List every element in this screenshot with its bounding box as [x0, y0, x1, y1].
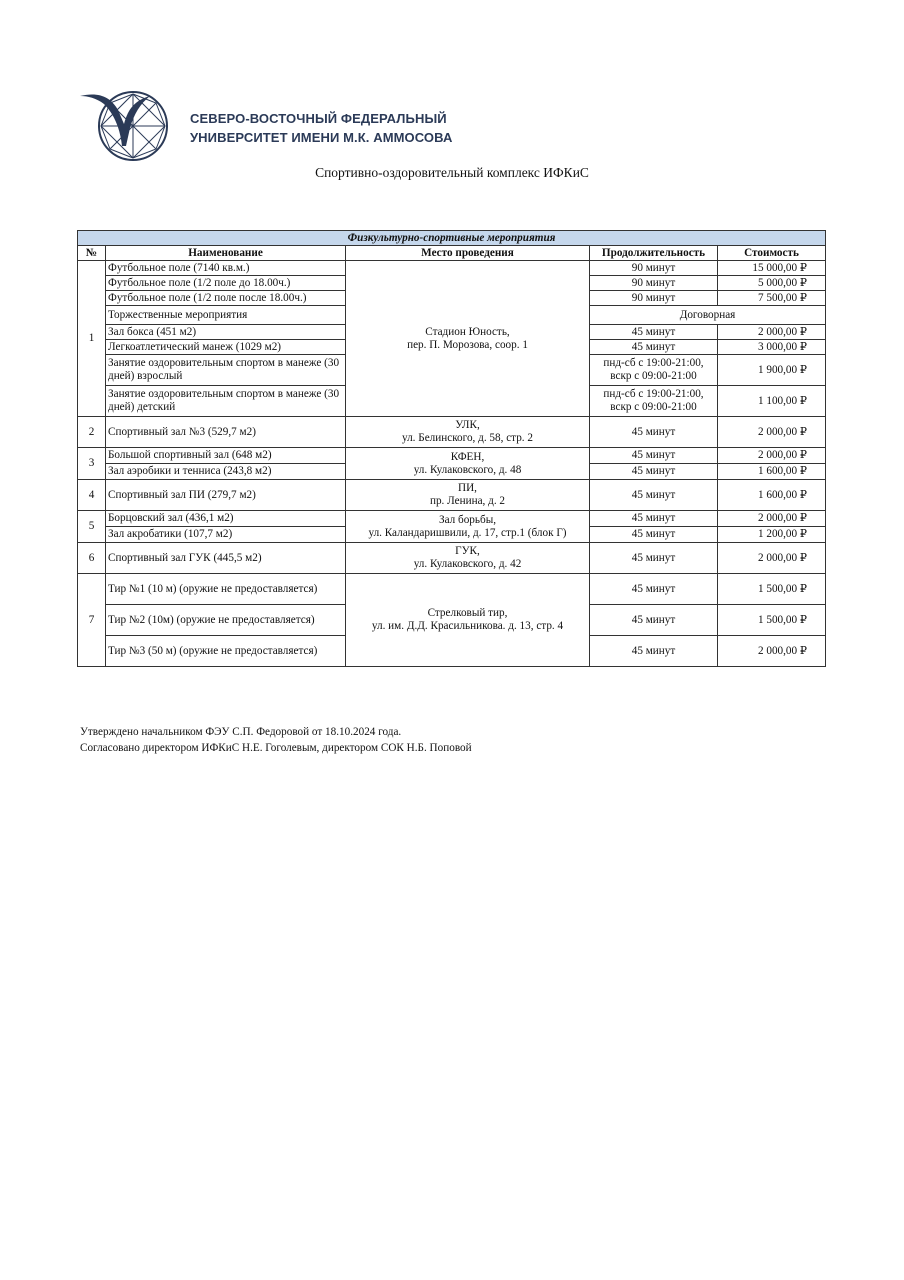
- table-row: [78, 574, 826, 605]
- table-caption: Физкультурно-спортивные мероприятия: [78, 231, 826, 246]
- table-row: [78, 448, 826, 464]
- service-name: Легкоатлетический манеж (1029 м2): [106, 340, 346, 355]
- column-header-name: Наименование: [106, 246, 346, 261]
- duration-cell: 45 минут: [590, 480, 718, 511]
- duration-cell: 45 минут: [590, 511, 718, 527]
- price-cell: 1 500,00 ₽: [718, 605, 826, 636]
- price-cell: 5 000,00 ₽: [718, 276, 826, 291]
- price-cell: 2 000,00 ₽: [718, 417, 826, 448]
- column-header-number: №: [78, 246, 106, 261]
- price-cell: 2 000,00 ₽: [718, 543, 826, 574]
- row-number: 7: [78, 574, 106, 667]
- service-name: Спортивный зал №3 (529,7 м2): [106, 417, 346, 448]
- duration-cell: 45 минут: [590, 464, 718, 480]
- venue-address: пер. П. Морозова, соор. 1: [407, 338, 528, 351]
- column-header-duration: Продолжительность: [590, 246, 718, 261]
- duration-cell: пнд-сб с 19:00-21:00, вскр с 09:00-21:00: [590, 386, 718, 417]
- venue-address: ул. Кулаковского, д. 48: [413, 463, 522, 476]
- service-name: Тир №1 (10 м) (оружие не предоставляется): [106, 574, 346, 605]
- venue-cell: [346, 511, 590, 543]
- price-cell: 2 000,00 ₽: [718, 325, 826, 340]
- organization-name: [190, 109, 452, 147]
- price-cell: 3 000,00 ₽: [718, 340, 826, 355]
- row-number: 2: [78, 417, 106, 448]
- row-number: 5: [78, 511, 106, 543]
- row-number: 1: [78, 261, 106, 417]
- service-name: Зал бокса (451 м2): [106, 325, 346, 340]
- service-name: Спортивный зал ГУК (445,5 м2): [106, 543, 346, 574]
- venue-address: пр. Ленина, д. 2: [429, 495, 506, 507]
- price-cell: 2 000,00 ₽: [718, 636, 826, 667]
- duration-cell: 45 минут: [590, 417, 718, 448]
- venue-name: УЛК,: [455, 419, 480, 431]
- table-row: [78, 261, 826, 276]
- column-header-price: Стоимость: [718, 246, 826, 261]
- price-cell: 1 500,00 ₽: [718, 574, 826, 605]
- service-name: Занятие оздоровительным спортом в манеже (30 дней) детский: [106, 386, 346, 417]
- service-name: Футбольное поле (7140 кв.м.): [106, 261, 346, 276]
- org-name-line2: УНИВЕРСИТЕТ ИМЕНИ М.К. АММОСОВА: [190, 130, 453, 145]
- approval-note: Утверждено начальником ФЭУ С.П. Федоровой от 18.10.2024 года.: [80, 726, 402, 738]
- service-name: Занятие оздоровительным спортом в манеже (30 дней) взрослый: [106, 355, 346, 386]
- duration-cell: 45 минут: [590, 543, 718, 574]
- service-name: Футбольное поле (1/2 поле после 18.00ч.): [106, 291, 346, 306]
- price-cell: 15 000,00 ₽: [718, 261, 826, 276]
- footer-notes: [80, 724, 472, 756]
- column-header-venue: Место проведения: [346, 246, 590, 261]
- row-number: 3: [78, 448, 106, 480]
- venue-name: КФЕН,: [450, 450, 485, 463]
- price-cell: 1 100,00 ₽: [718, 386, 826, 417]
- service-name: Борцовский зал (436,1 м2): [106, 511, 346, 527]
- service-name: Футбольное поле (1/2 поле до 18.00ч.): [106, 276, 346, 291]
- duration-cell: 45 минут: [590, 325, 718, 340]
- duration-cell: 45 минут: [590, 340, 718, 355]
- venue-address: ул. Каландаришвили, д. 17, стр.1 (блок Г): [368, 526, 567, 539]
- venue-name: ГУК,: [455, 545, 480, 557]
- venue-cell: [346, 480, 590, 511]
- duration-cell: 90 минут: [590, 276, 718, 291]
- svfu-logo-icon: [78, 88, 178, 164]
- table-row: [78, 511, 826, 527]
- duration-cell: 45 минут: [590, 527, 718, 543]
- price-cell: 1 600,00 ₽: [718, 464, 826, 480]
- venue-address: ул. им. Д.Д. Красильникова. д. 13, стр. 4: [371, 620, 564, 632]
- duration-cell: пнд-сб с 19:00-21:00, вскр с 09:00-21:00: [590, 355, 718, 386]
- table-row: [78, 543, 826, 574]
- duration-cell: 45 минут: [590, 605, 718, 636]
- venue-name: Стрелковый тир,: [427, 607, 508, 619]
- row-number: 4: [78, 480, 106, 511]
- duration-cell: 45 минут: [590, 636, 718, 667]
- service-name: Зал акробатики (107,7 м2): [106, 527, 346, 543]
- service-name: Зал аэробики и тенниса (243,8 м2): [106, 464, 346, 480]
- duration-cell: 45 минут: [590, 574, 718, 605]
- price-cell: 7 500,00 ₽: [718, 291, 826, 306]
- venue-cell: [346, 261, 590, 417]
- service-name: Торжественные мероприятия: [106, 306, 346, 325]
- duration-cell: 90 минут: [590, 261, 718, 276]
- venue-cell: [346, 574, 590, 667]
- agreement-note: Согласовано директором ИФКиС Н.Е. Гоголевым, директором СОК Н.Б. Поповой: [80, 742, 472, 754]
- venue-cell: [346, 417, 590, 448]
- service-name: Большой спортивный зал (648 м2): [106, 448, 346, 464]
- venue-address: ул. Кулаковского, д. 42: [413, 558, 522, 570]
- row-number: 6: [78, 543, 106, 574]
- price-cell: 2 000,00 ₽: [718, 448, 826, 464]
- venue-cell: [346, 448, 590, 480]
- venue-name: ПИ,: [458, 482, 477, 494]
- price-cell: 1 600,00 ₽: [718, 480, 826, 511]
- service-name: Тир №2 (10м) (оружие не предоставляется): [106, 605, 346, 636]
- venue-address: ул. Белинского, д. 58, стр. 2: [402, 432, 533, 444]
- venue-name: Зал борьбы,: [438, 513, 497, 526]
- table-row: [78, 417, 826, 448]
- service-name: Тир №3 (50 м) (оружие не предоставляется): [106, 636, 346, 667]
- negotiable-price: Договорная: [590, 306, 826, 325]
- price-table: [77, 230, 826, 667]
- price-cell: 2 000,00 ₽: [718, 511, 826, 527]
- table-row: [78, 480, 826, 511]
- duration-cell: 45 минут: [590, 448, 718, 464]
- price-cell: 1 900,00 ₽: [718, 355, 826, 386]
- price-cell: 1 200,00 ₽: [718, 527, 826, 543]
- venue-cell: [346, 543, 590, 574]
- duration-cell: 90 минут: [590, 291, 718, 306]
- service-name: Спортивный зал ПИ (279,7 м2): [106, 480, 346, 511]
- org-name-line1: СЕВЕРО-ВОСТОЧНЫЙ ФЕДЕРАЛЬНЫЙ: [190, 111, 447, 126]
- document-subtitle: Спортивно-оздоровительный комплекс ИФКиС: [315, 165, 589, 180]
- venue-name: Стадион Юность,: [425, 325, 510, 338]
